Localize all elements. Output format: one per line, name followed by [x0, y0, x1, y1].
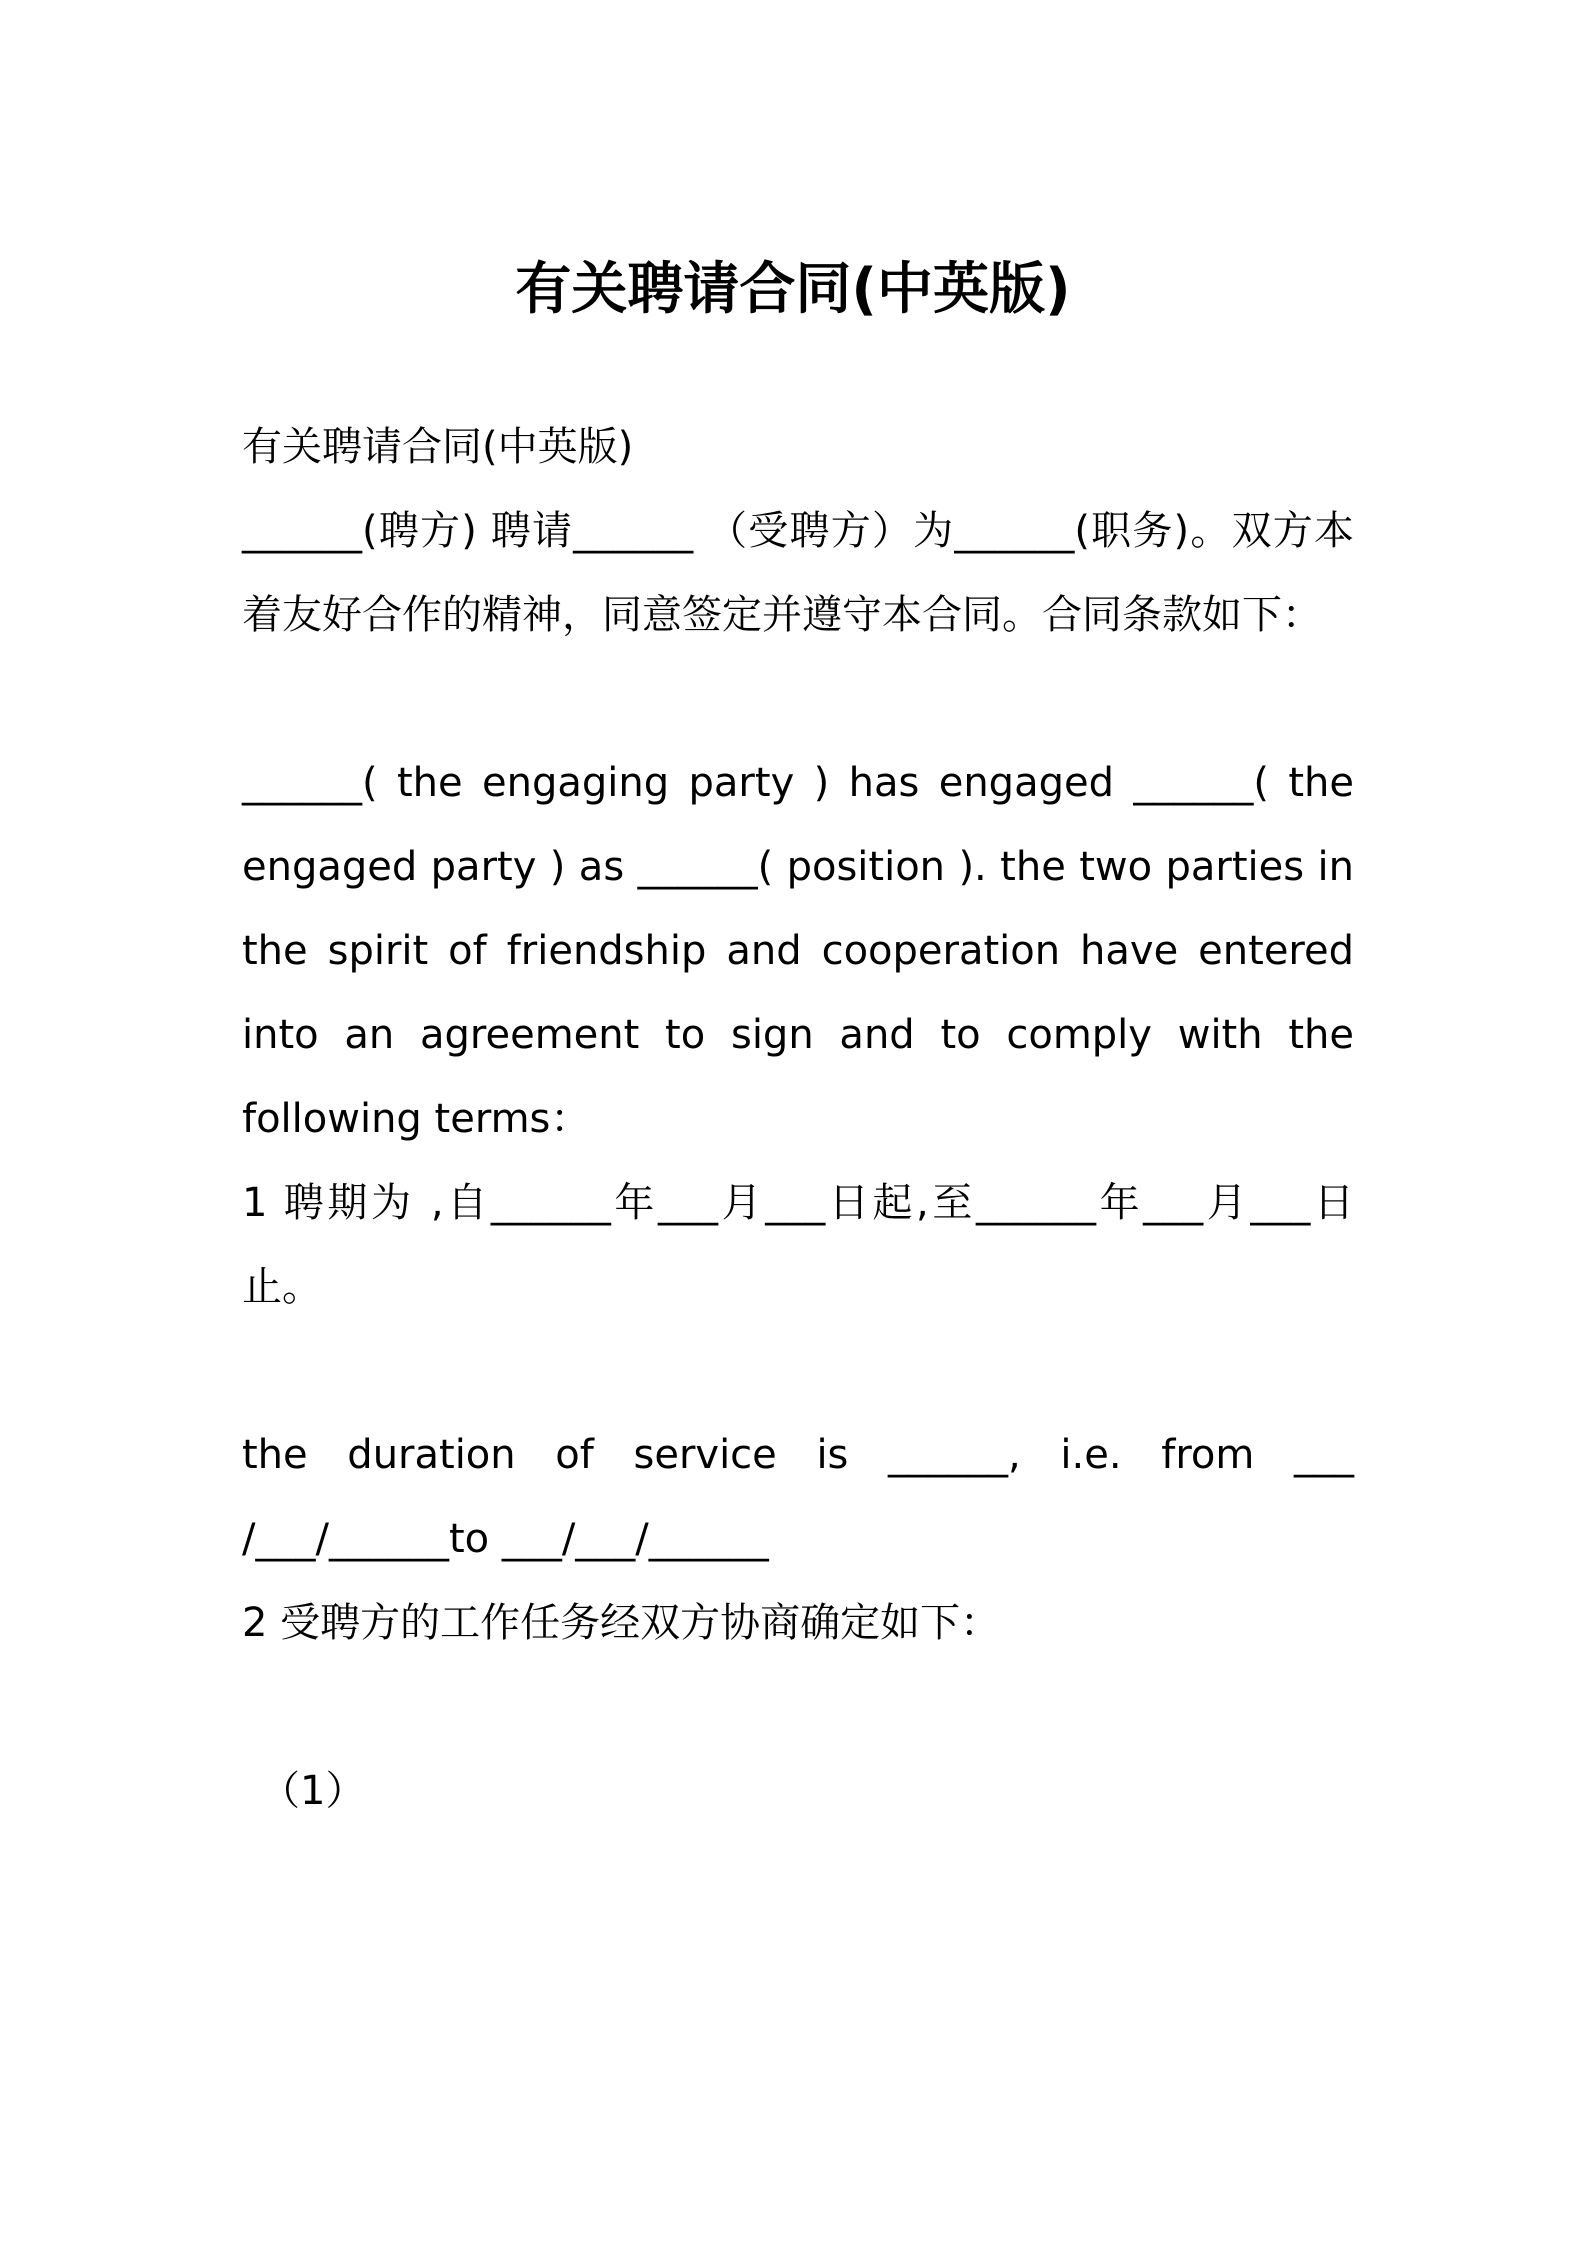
clause-2-item-1: （1）: [260, 1768, 366, 1814]
clause-1-english: the duration of service is ______, i.e. from ___ /___/______to ___/___/______: [242, 1432, 1354, 1562]
paragraph-spacer: [242, 1329, 1354, 1413]
document-title: 有关聘请合同(中英版): [515, 257, 1071, 322]
document-subtitle: 有关聘请合同(中英版): [242, 424, 634, 470]
paragraph-spacer: [242, 1665, 1354, 1749]
english-intro-paragraph: ______( the engaging party ) has engaged ______( the engaged party ) as ______( position ). the two parties in the spirit of friendship and cooperation have entered into an agreement to sign and to comply with the following terms：: [242, 760, 1354, 1142]
clause-2-chinese: 2 受聘方的工作任务经双方协商确定如下：: [242, 1600, 1001, 1646]
clause-1-chinese: 1 聘期为 ,自______年___月___日起,至______年___月___日止。: [242, 1180, 1354, 1310]
document-body: [242, 405, 1354, 1833]
chinese-intro-paragraph: ______(聘方) 聘请______ （受聘方）为______(职务)。双方本着友好合作的精神，同意签定并遵守本合同。合同条款如下：: [242, 508, 1354, 638]
paragraph-spacer: [242, 657, 1354, 741]
